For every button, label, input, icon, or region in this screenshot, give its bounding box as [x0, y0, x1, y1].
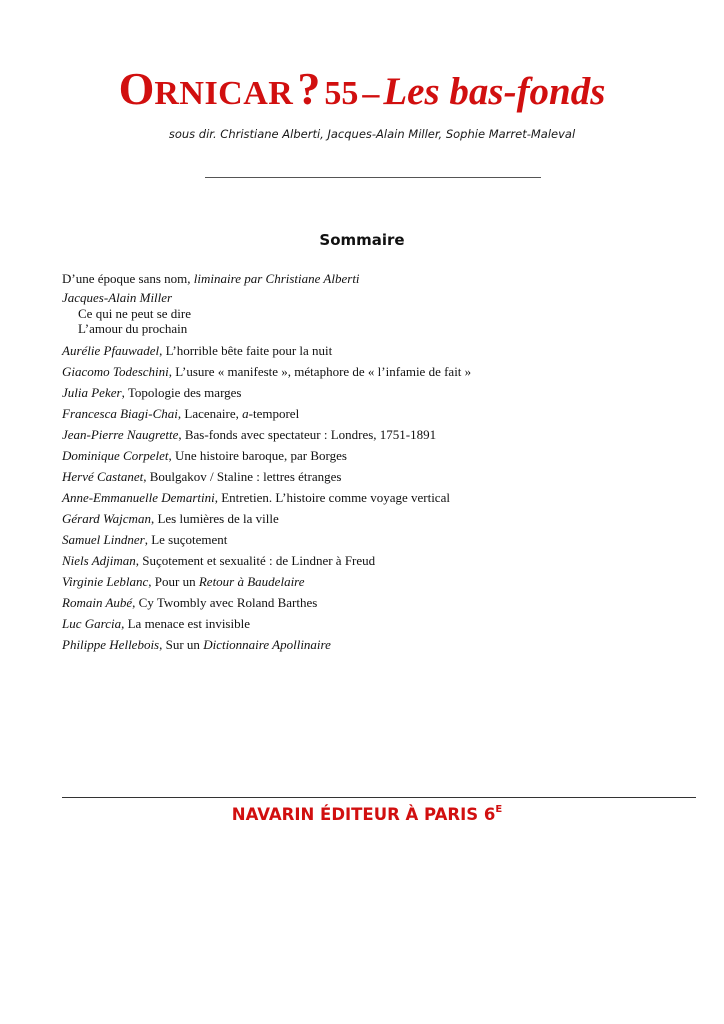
- toc-title-suffix: -temporel: [248, 406, 300, 421]
- journal-question-mark: ?: [297, 63, 321, 114]
- toc-author: Anne-Emmanuelle Demartini: [62, 490, 215, 505]
- toc-title: , Topologie des marges: [121, 385, 242, 400]
- toc-entry: [62, 424, 682, 445]
- toc-entry: [62, 613, 682, 634]
- toc-author: Samuel Lindner: [62, 532, 145, 547]
- toc-entry: [62, 550, 682, 571]
- toc-entry: [62, 634, 682, 655]
- journal-title: [0, 63, 724, 114]
- toc-list: [62, 340, 682, 655]
- toc-title: , Boulgakov / Staline : lettres étranges: [143, 469, 342, 484]
- toc-author: Gérard Wajcman: [62, 511, 151, 526]
- toc-author: Jacques-Alain Miller: [62, 290, 173, 305]
- toc-entry: [62, 508, 682, 529]
- contents-heading: Sommaire: [319, 231, 405, 249]
- table-of-contents: [62, 268, 682, 655]
- toc-subentry: L’amour du prochain: [78, 321, 188, 336]
- publisher-superscript: E: [495, 804, 503, 815]
- toc-entry: [62, 340, 682, 361]
- toc-author: Luc Garcia: [62, 616, 122, 631]
- toc-title: , Pour un: [148, 574, 199, 589]
- toc-title-italic: Dictionnaire Apollinaire: [203, 637, 331, 652]
- toc-author: Niels Adjiman: [62, 553, 136, 568]
- journal-brand-initial: O: [118, 63, 155, 114]
- journal-brand-rest: RNICAR: [154, 75, 294, 112]
- toc-title: , Suçotement et sexualité : de Lindner à Freud: [135, 553, 376, 568]
- toc-entry-italic: liminaire par Christiane Alberti: [193, 271, 360, 286]
- issue-number: 55: [324, 75, 359, 112]
- toc-entry: [62, 382, 682, 403]
- toc-entry: [62, 466, 682, 487]
- toc-title: , La menace est invisible: [121, 616, 250, 631]
- publisher-line: [0, 805, 724, 824]
- toc-entry-text: D’une époque sans nom,: [62, 271, 194, 286]
- issue-subtitle: Les bas-fonds: [383, 70, 606, 113]
- toc-entry: [62, 445, 682, 466]
- toc-author: Francesca Biagi-Chai: [62, 406, 178, 421]
- toc-title: , Sur un: [159, 637, 204, 652]
- toc-title: , Cy Twombly avec Roland Barthes: [132, 595, 318, 610]
- toc-subentry: Ce qui ne peut se dire: [78, 306, 191, 321]
- editors-line: sous dir. Christiane Alberti, Jacques-Alain Miller, Sophie Marret-Maleval: [168, 127, 576, 141]
- toc-entry: [62, 361, 682, 382]
- toc-author: Giacomo Todeschini: [62, 364, 169, 379]
- toc-title: , Les lumières de la ville: [150, 511, 279, 526]
- toc-entry: [62, 571, 682, 592]
- toc-title-italic: a: [242, 406, 249, 421]
- publisher-name: NAVARIN ÉDITEUR À PARIS 6: [231, 805, 496, 824]
- toc-title: , L’usure « manifeste », métaphore de « l’infamie de fait »: [168, 364, 472, 379]
- toc-author: Julia Peker: [62, 385, 122, 400]
- toc-author: Philippe Hellebois: [62, 637, 160, 652]
- toc-title: , L’horrible bête faite pour la nuit: [159, 343, 333, 358]
- toc-author: Jean-Pierre Naugrette: [62, 427, 179, 442]
- toc-author: Dominique Corpelet: [62, 448, 169, 463]
- title-dash: –: [362, 75, 380, 112]
- footer-divider: [62, 797, 696, 798]
- toc-author: Aurélie Pfauwadel: [62, 343, 160, 358]
- toc-author: Hervé Castanet: [62, 469, 144, 484]
- toc-title: , Une histoire baroque, par Borges: [168, 448, 347, 463]
- toc-entry-liminaire: [62, 268, 682, 289]
- toc-author: Romain Aubé: [62, 595, 133, 610]
- toc-title: , Lacenaire,: [177, 406, 243, 421]
- toc-entry: [62, 592, 682, 613]
- toc-title: , Bas-fonds avec spectateur : Londres, 1751-1891: [178, 427, 437, 442]
- toc-entry-miller: [62, 289, 682, 306]
- toc-title-italic: Retour à Baudelaire: [198, 574, 305, 589]
- toc-entry: [62, 487, 682, 508]
- toc-title: , Le suçotement: [144, 532, 228, 547]
- toc-author: Virginie Leblanc: [62, 574, 149, 589]
- toc-title: , Entretien. L’histoire comme voyage vertical: [214, 490, 450, 505]
- toc-entry: [62, 529, 682, 550]
- header-divider: [205, 177, 541, 178]
- toc-entry: [62, 403, 682, 424]
